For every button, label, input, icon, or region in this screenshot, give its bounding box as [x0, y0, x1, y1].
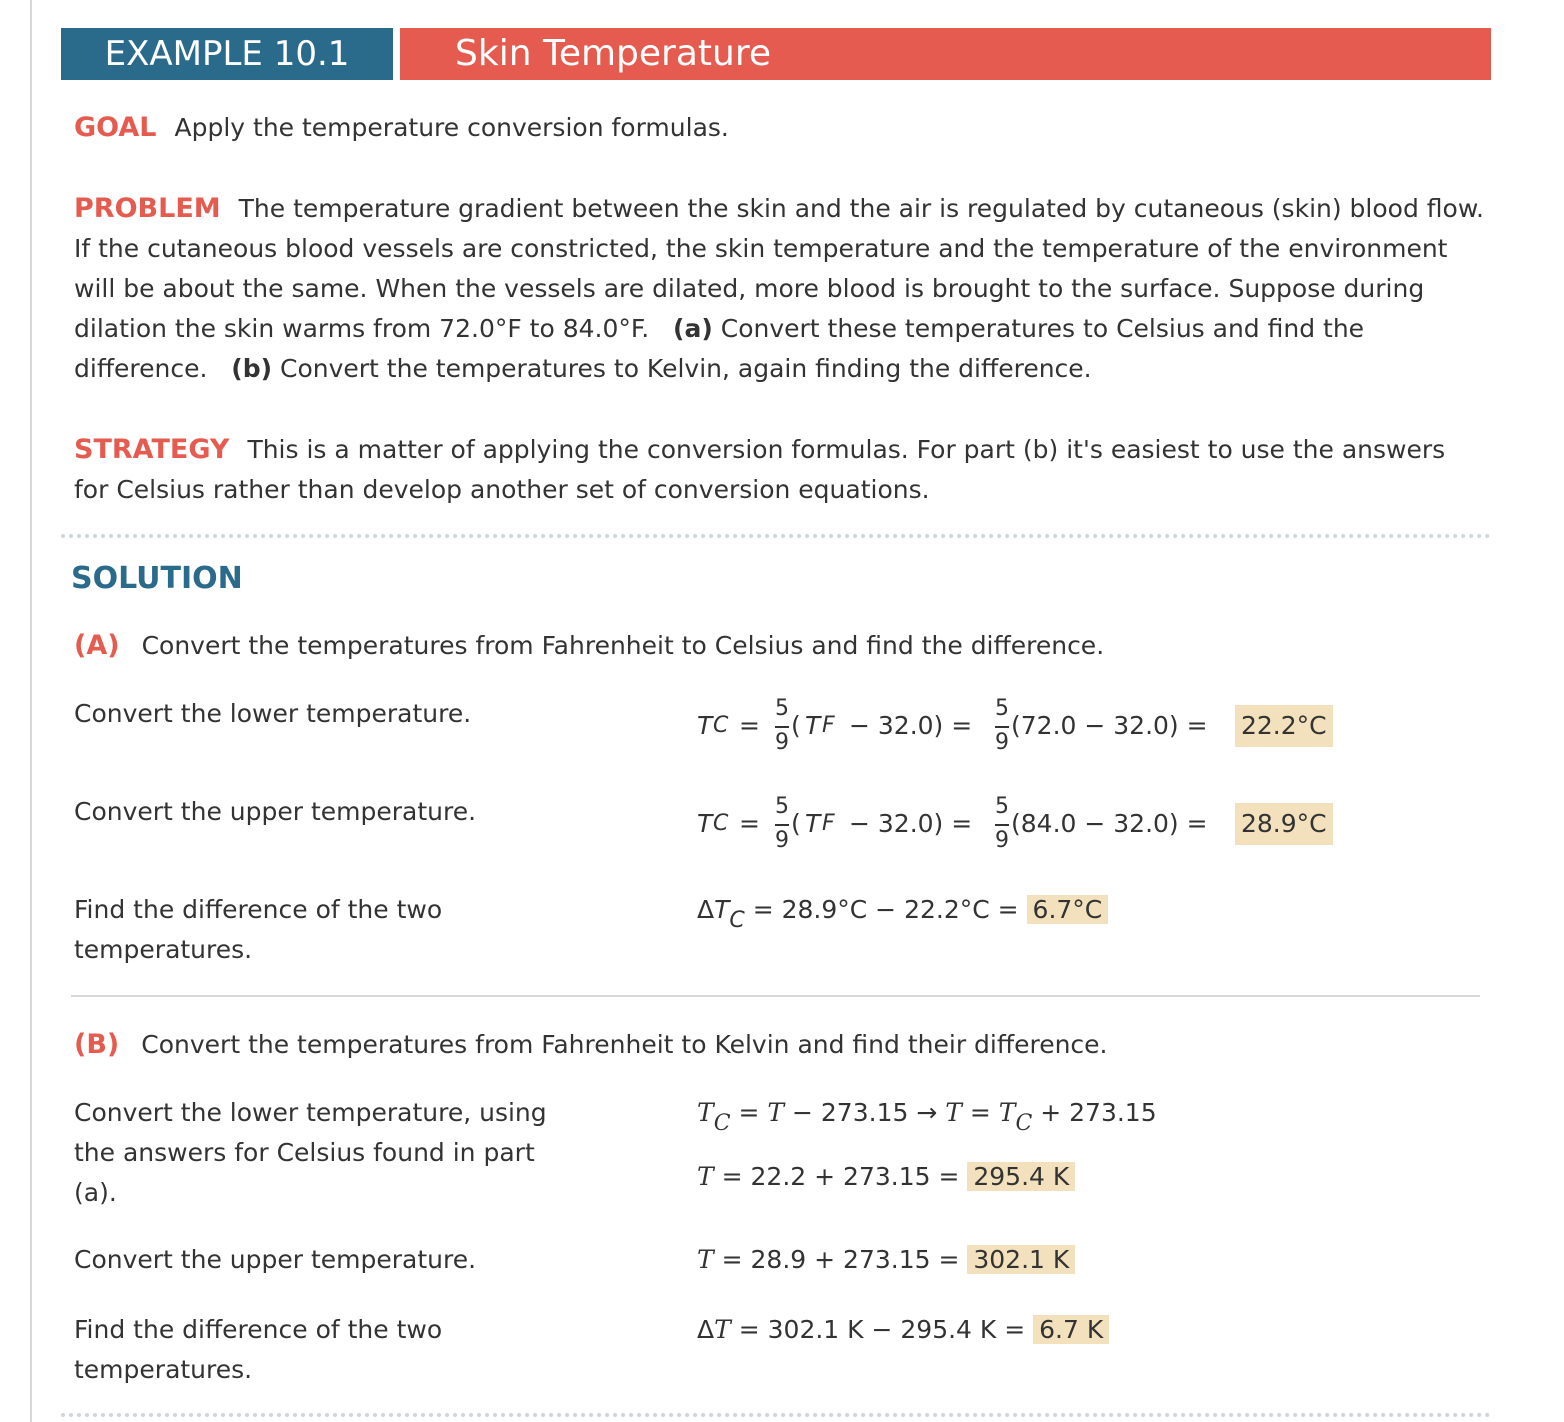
answer-b2: 302.1 K — [967, 1245, 1075, 1274]
var-t: T — [714, 1315, 731, 1344]
step-a3-equation — [697, 889, 1108, 933]
part-a-heading-text: Convert the temperatures from Fahrenheit to Celsius and find the difference. — [141, 631, 1105, 660]
step-b1-equation — [697, 1156, 1075, 1198]
step-b2-description: Convert the upper temperature. — [74, 1245, 477, 1274]
fraction-bar — [775, 824, 789, 826]
part-a-heading — [74, 626, 1104, 666]
fraction-denominator: 9 — [775, 730, 789, 755]
var-t: T — [697, 809, 713, 838]
part-divider — [71, 995, 1480, 997]
problem-section — [74, 189, 1484, 389]
problem-part-b-text: Convert the temperatures to Kelvin, again finding the difference. — [280, 354, 1092, 383]
kelvin-relation — [697, 1092, 1157, 1136]
fraction2-bar — [995, 824, 1009, 826]
step-a1-description: Convert the lower temperature. — [74, 699, 472, 728]
step-a3-description: Find the difference of the two temperatures. — [74, 895, 443, 964]
goal-label: GOAL — [74, 112, 157, 143]
problem-part-a-text: Convert these temperatures to Celsius and find the difference. — [74, 314, 1365, 383]
relation-arrow: − 273.15 → — [784, 1098, 946, 1127]
left-border — [30, 0, 32, 1422]
problem-part-a-label: (a) — [673, 314, 713, 343]
lower-expression: = 22.2 + 273.15 = — [713, 1162, 968, 1191]
fraction2-denominator: 9 — [995, 730, 1009, 755]
var-t: T — [697, 1162, 714, 1191]
difference-expression: = 28.9°C − 22.2°C = — [752, 895, 1019, 924]
fraction-numerator: 5 — [775, 794, 789, 819]
answer-a2: 28.9°C — [1235, 803, 1333, 845]
example-number: EXAMPLE 10.1 — [61, 28, 393, 80]
relation-equals: = — [730, 1098, 768, 1127]
relation-equals: = — [961, 1098, 999, 1127]
sub-c: C — [1015, 1111, 1033, 1136]
strategy-text: This is a matter of applying the conversion formulas. For part (b) it's easiest to use the answers for Celsius rather than develop another set of conversion equations. — [74, 435, 1446, 504]
sub-f: F — [822, 811, 835, 836]
var-t: T — [697, 1245, 714, 1274]
step-b3-description: Find the difference of the two temperatures. — [74, 1315, 443, 1384]
var-tf: T — [805, 711, 821, 740]
var-tf: T — [805, 809, 821, 838]
sub-c: C — [713, 811, 729, 836]
solution-heading: SOLUTION — [71, 561, 243, 596]
bottom-dotted-divider — [61, 1413, 1491, 1417]
difference-expression: = 302.1 K − 295.4 K = — [730, 1315, 1034, 1344]
goal-text: Apply the temperature conversion formulas. — [174, 113, 729, 142]
step-b3-equation — [697, 1309, 1109, 1351]
open-paren: ( — [791, 711, 801, 740]
goal-section — [74, 108, 1484, 148]
open-paren: ( — [791, 809, 801, 838]
part-b-letter: (B) — [74, 1029, 120, 1060]
strategy-label: STRATEGY — [74, 434, 230, 465]
sub-c: C — [713, 1111, 731, 1136]
var-t: T — [998, 1098, 1016, 1127]
problem-text: The temperature gradient between the skin and the air is regulated by cutaneous (skin) blood flow. If the cutaneous blood vessels are constricted, the skin temperature and the temperature of the environment will be about the same. When the vessels are dilated, more blood is brought to the surface. Suppose during dilation the skin warms from 72.0°F to 84.0°F. — [74, 194, 1484, 343]
delta-symbol: Δ — [697, 895, 715, 924]
fraction-numerator: 5 — [775, 696, 789, 721]
step-b2-equation — [697, 1239, 1075, 1281]
fraction-denominator: 9 — [775, 828, 789, 853]
sub-c: C — [729, 908, 745, 933]
upper-expression: = 28.9 + 273.15 = — [713, 1245, 968, 1274]
fraction2-numerator: 5 — [995, 794, 1009, 819]
var-t: T — [945, 1098, 962, 1127]
strategy-section — [74, 430, 1484, 510]
sub-f: F — [822, 713, 835, 738]
delta-symbol: Δ — [697, 1315, 715, 1344]
var-t: T — [697, 711, 713, 740]
part-b-heading — [74, 1025, 1108, 1065]
step-b1-description: Convert the lower temperature, using the answers for Celsius found in part (a). — [74, 1098, 547, 1207]
fraction2-bar — [995, 726, 1009, 728]
expression: (72.0 − 32.0) = — [1011, 711, 1208, 740]
var-t: T — [697, 1098, 714, 1127]
answer-b3: 6.7 K — [1033, 1315, 1109, 1344]
var-t: T — [767, 1098, 785, 1127]
step-a2-description: Convert the upper temperature. — [74, 797, 477, 826]
minus-part: − 32.0) = — [849, 711, 973, 740]
sub-c: C — [713, 713, 729, 738]
minus-part: − 32.0) = — [849, 809, 973, 838]
expression: (84.0 − 32.0) = — [1011, 809, 1208, 838]
answer-a1: 22.2°C — [1235, 705, 1333, 747]
problem-part-b-label: (b) — [231, 354, 273, 383]
part-b-heading-text: Convert the temperatures from Fahrenheit to Kelvin and find their difference. — [141, 1030, 1108, 1059]
problem-label: PROBLEM — [74, 193, 221, 224]
dotted-divider — [61, 534, 1491, 538]
relation-end: + 273.15 — [1032, 1098, 1157, 1127]
fraction2-numerator: 5 — [995, 696, 1009, 721]
example-header — [61, 28, 1491, 80]
var-t: T — [714, 895, 730, 924]
fraction2-denominator: 9 — [995, 828, 1009, 853]
example-title: Skin Temperature — [400, 28, 1491, 80]
equals-sign: = — [739, 711, 760, 740]
part-a-letter: (A) — [74, 630, 120, 661]
equals-sign: = — [739, 809, 760, 838]
answer-b1: 295.4 K — [967, 1162, 1075, 1191]
answer-a3: 6.7°C — [1027, 895, 1109, 924]
fraction-bar — [775, 726, 789, 728]
